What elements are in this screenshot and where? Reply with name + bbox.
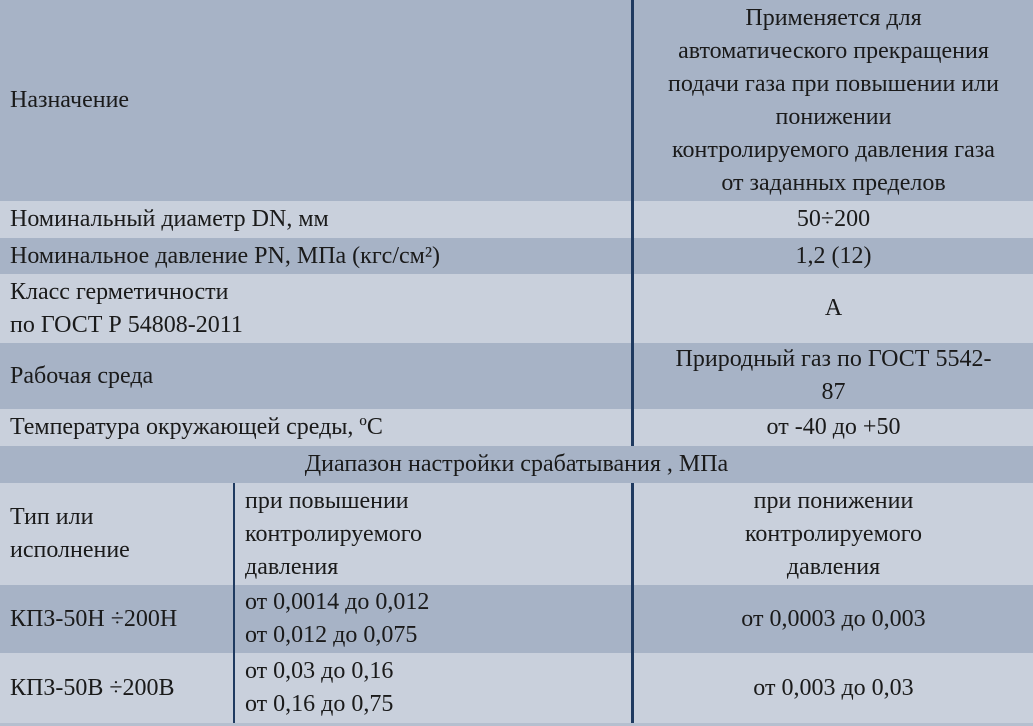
decrease-cell-text: от 0,003 до 0,03	[753, 674, 914, 701]
table-row-increase	[233, 585, 631, 653]
temperature-value-text: от -40 до +50	[766, 414, 901, 440]
table-row-type	[0, 585, 233, 653]
temperature-label-text: Температура окружающей среды, ºС	[10, 414, 383, 440]
purpose-line: понижении	[775, 103, 892, 130]
range-header	[0, 446, 1033, 483]
diameter-value-text: 50÷200	[796, 206, 871, 232]
purpose-line: контролируемого давления газа	[672, 136, 995, 163]
decrease-header-line: давления	[786, 553, 881, 580]
pressure-label-text: Номинальное давление PN, МПа (кгс/см²)	[10, 242, 441, 269]
purpose-line: от заданных пределов	[721, 169, 946, 196]
decrease-header-line: при понижении	[753, 487, 914, 514]
increase-cell-line: от 0,0014 до 0,012	[245, 589, 430, 615]
purpose-label-text: Назначение	[10, 87, 130, 113]
pressure-value-text: 1,2 (12)	[795, 242, 872, 269]
table-row-type	[0, 653, 233, 723]
medium-label-text: Рабочая среда	[10, 362, 154, 389]
range-header-text: Диапазон настройки срабатывания , МПа	[304, 451, 729, 477]
purpose-label	[0, 0, 631, 201]
pressure-label	[0, 238, 631, 274]
pressure-value	[631, 238, 1033, 274]
increase-header-line: давления	[245, 553, 339, 580]
increase-cell-line: от 0,012 до 0,075	[245, 622, 418, 648]
tightness-value	[631, 274, 1033, 343]
tightness-label-line: Класс герметичности	[10, 278, 229, 305]
table-row-decrease	[631, 653, 1033, 723]
increase-header-line: при повышении	[245, 487, 409, 514]
tightness-label-line: по ГОСТ Р 54808-2011	[10, 311, 243, 338]
type-cell-text: КПЗ-50Н ÷200Н	[10, 605, 178, 632]
type-column-header	[0, 483, 233, 585]
medium-value-line: 87	[821, 379, 846, 405]
medium-label	[0, 343, 631, 409]
medium-value	[631, 343, 1033, 409]
table-row-increase	[233, 653, 631, 723]
increase-cell-line: от 0,03 до 0,16	[245, 658, 394, 684]
type-cell-text: КПЗ-50В ÷200В	[10, 674, 175, 701]
diameter-value	[631, 201, 1033, 238]
type-header-line: Тип или	[10, 504, 94, 530]
diameter-label-text: Номинальный диаметр DN, мм	[10, 206, 329, 232]
type-header-line: исполнение	[10, 537, 130, 563]
diameter-label	[0, 201, 631, 238]
purpose-line: подачи газа при повышении или	[668, 70, 999, 97]
tightness-value-text: А	[824, 295, 843, 321]
decrease-column-header	[631, 483, 1033, 585]
table-row-decrease	[631, 585, 1033, 653]
tightness-label	[0, 274, 631, 343]
temperature-label	[0, 409, 631, 446]
increase-cell-line: от 0,16 до 0,75	[245, 691, 394, 717]
temperature-value	[631, 409, 1033, 446]
purpose-line: автоматического прекращения	[678, 37, 989, 64]
decrease-cell-text: от 0,0003 до 0,003	[741, 605, 926, 632]
purpose-line: Применяется для	[745, 4, 922, 31]
decrease-header-line: контролируемого	[744, 520, 923, 547]
increase-column-header	[233, 483, 631, 585]
medium-value-line: Природный газ по ГОСТ 5542-	[675, 346, 992, 372]
purpose-value	[631, 0, 1033, 201]
increase-header-line: контролируемого	[245, 520, 423, 547]
